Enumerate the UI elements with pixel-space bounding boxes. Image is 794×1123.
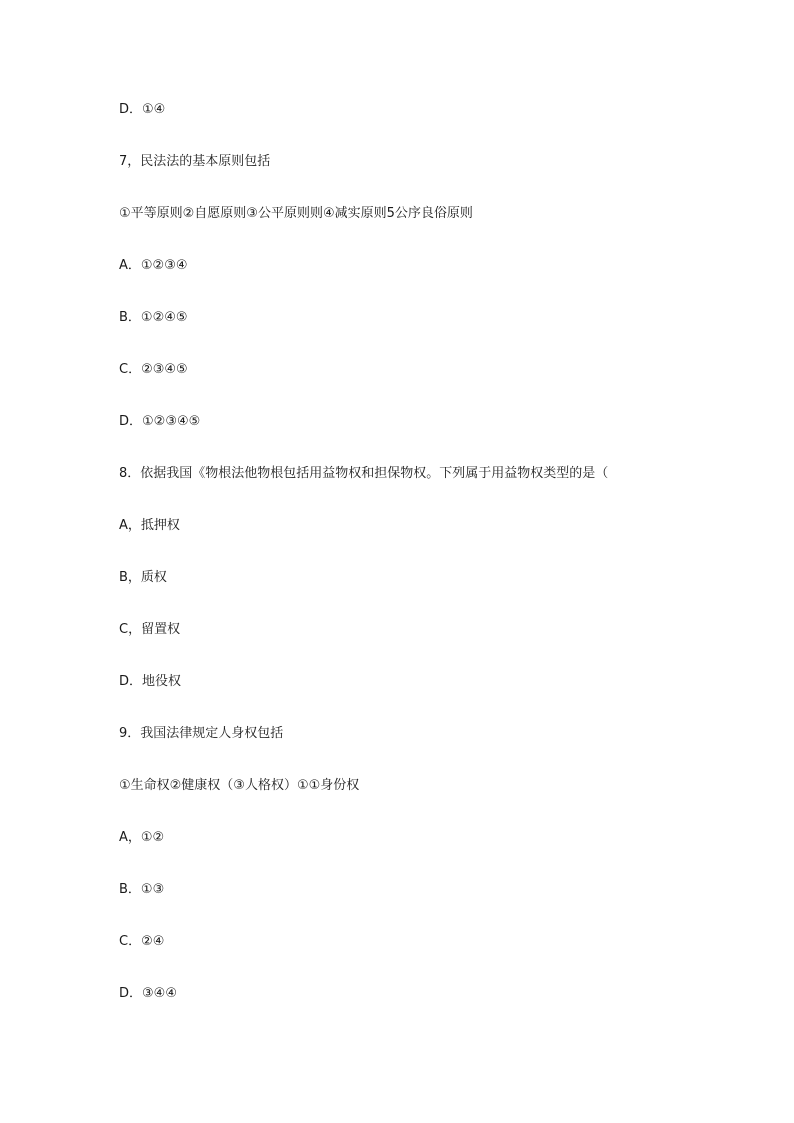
q8-option-a: A，抵押权 xyxy=(119,518,180,533)
q7-option-d: D．①②③④⑤ xyxy=(119,414,201,429)
q9-statement-list: ①生命权②健康权（③人格权）①①身份权 xyxy=(119,778,360,793)
q7-option-c: C．②③④⑤ xyxy=(119,362,188,377)
q9-option-d: D．③④④ xyxy=(119,986,177,1001)
q8-question: 8．依据我国《物根法他物根包括用益物权和担保物权。下列属于用益物权类型的是（ xyxy=(119,466,609,481)
q9-question: 9．我国法律规定人身权包括 xyxy=(119,726,284,741)
q9-option-c: C．②④ xyxy=(119,934,165,949)
q7-option-a: A．①②③④ xyxy=(119,258,188,273)
q8-option-d: D．地役权 xyxy=(119,674,182,689)
q8-option-b: B，质权 xyxy=(119,570,167,585)
q6-option-d: D．①④ xyxy=(119,102,166,117)
q8-option-c: C，留置权 xyxy=(119,622,181,637)
q9-option-b: B．①③ xyxy=(119,882,165,897)
q9-option-a: A，①② xyxy=(119,830,165,845)
q7-statement-list: ①平等原则②自愿原则③公平原则则④减实原则5公序良俗原则 xyxy=(119,206,473,221)
q7-option-b: B．①②④⑤ xyxy=(119,310,188,325)
q7-question: 7，民法法的基本原则包括 xyxy=(119,154,271,169)
